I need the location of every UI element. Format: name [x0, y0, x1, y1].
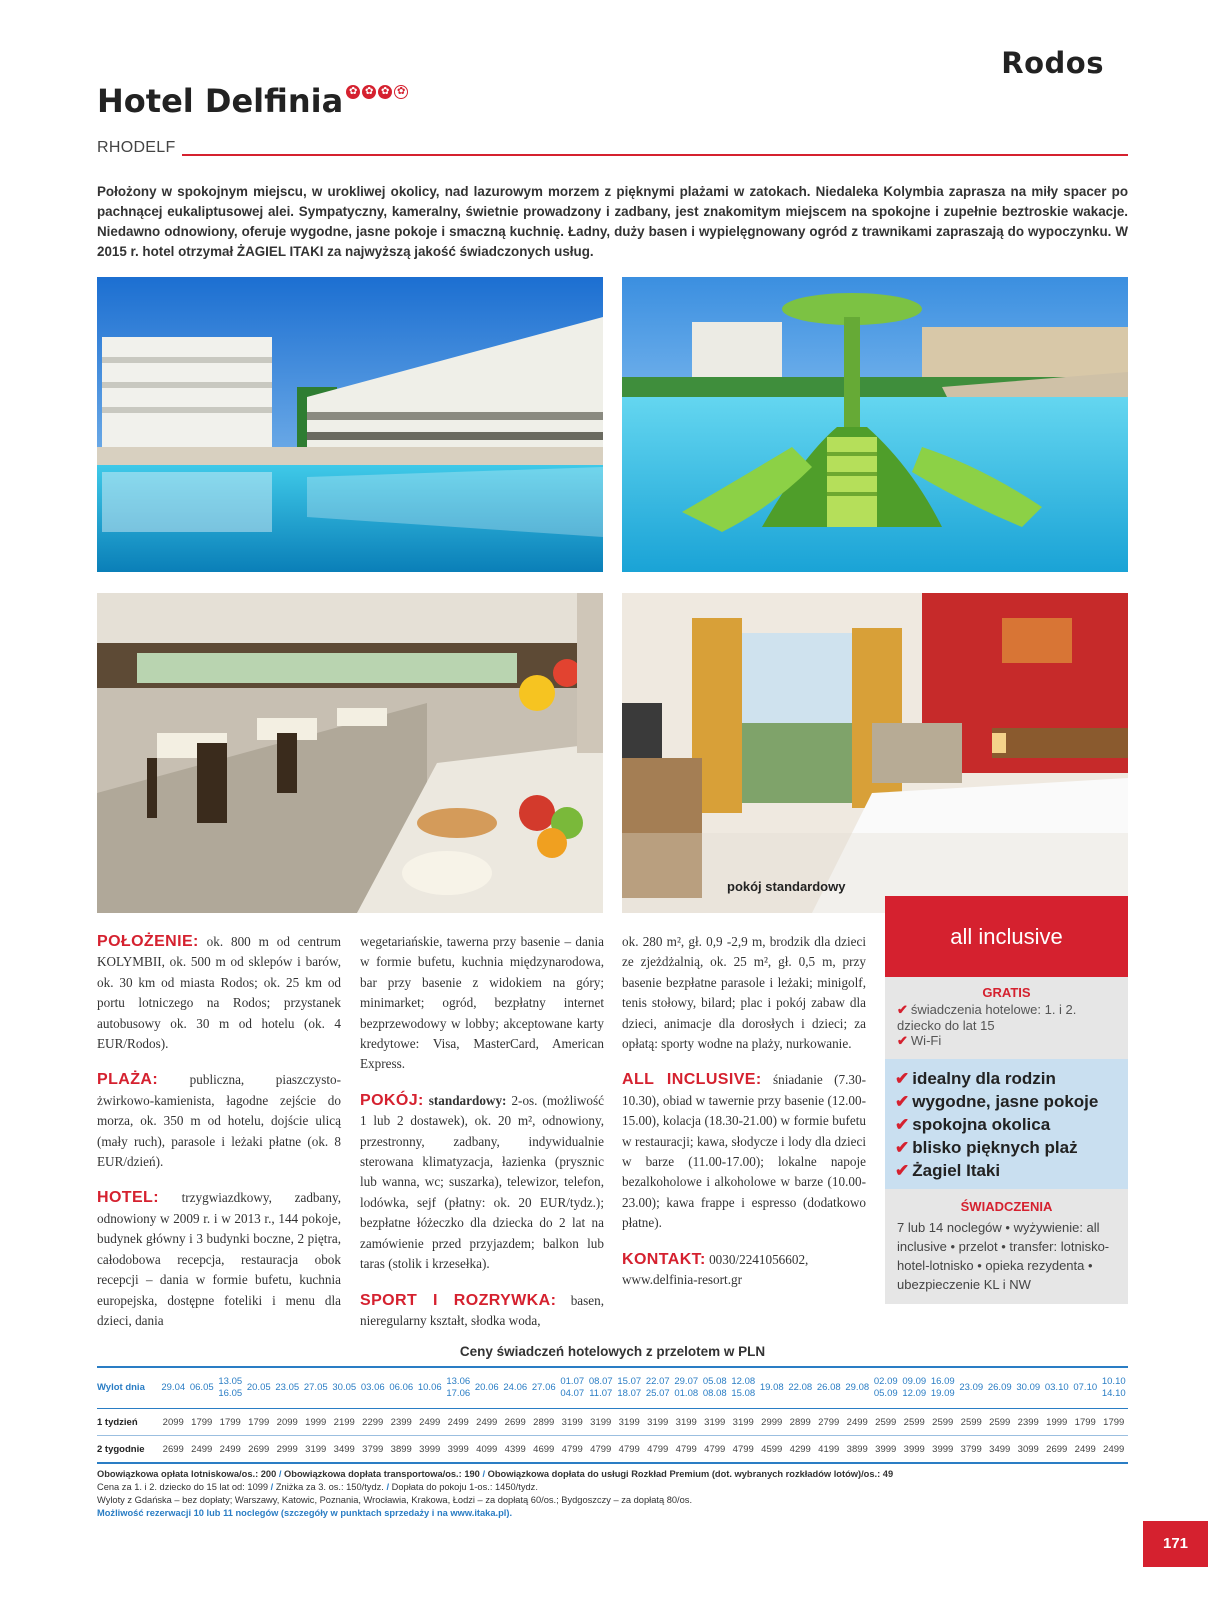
text-hotel-cont: wegetariańskie, tawerna przy basenie – dania w formie bufetu, kuchnia międzynarodowa, bar przy basenie z widokiem na góry; minimarket; ogród, bezpłatny internet bezprzewodowy w lobby; akceptowane karty kredytowe: Visa, MasterCard, American Express.: [360, 934, 604, 1072]
heading-polozenie: POŁOŻENIE:: [97, 933, 199, 950]
photo-caption: pokój standardowy: [727, 879, 846, 894]
star-outline-icon: ✿: [394, 85, 408, 99]
date-cell: 10.10 14.10: [1100, 1367, 1129, 1409]
date-cell: 27.05: [302, 1367, 331, 1409]
price-cell: 2399: [1014, 1409, 1043, 1436]
price-cell: 2599: [929, 1409, 958, 1436]
week1-label: 1 tydzień: [97, 1409, 159, 1436]
photo-restaurant: [97, 593, 603, 913]
heading-hotel: HOTEL:: [97, 1189, 159, 1207]
hotel-name: Hotel Delfinia: [97, 82, 344, 120]
date-cell: 01.07 04.07: [558, 1367, 587, 1409]
star-rating: [346, 85, 410, 99]
text-kontakt: 0030/2241056602, www.delfinia-resort.gr: [622, 1251, 809, 1288]
price-cell: 4099: [476, 1443, 498, 1455]
price-cell: 3999: [447, 1443, 469, 1455]
note-single-room: Dopłata do pokoju 1-os.: 1450/tydz.: [391, 1482, 538, 1492]
date-cell: 07.10: [1071, 1367, 1100, 1409]
star-icon: ✿: [378, 85, 392, 99]
price-cell: 4799: [675, 1443, 697, 1455]
photo-standard-room: [622, 593, 1128, 913]
price-cell: 1799: [1100, 1409, 1129, 1436]
date-cell: 13.05 16.05: [216, 1367, 245, 1409]
region-title: Rodos: [1001, 46, 1104, 80]
text-pokoj-type: standardowy:: [428, 1092, 507, 1108]
note-transport-fee: Obowiązkowa dopłata transportowa/os.: 190: [284, 1469, 480, 1479]
heading-pokoj: POKÓJ:: [360, 1091, 424, 1109]
feature-item: ✔ Żagiel Itaki: [895, 1161, 1001, 1180]
price-cell: 4799: [590, 1443, 612, 1455]
price-cell: 3499: [989, 1443, 1011, 1455]
page-number: 171: [1143, 1521, 1208, 1567]
price-cell: 2499: [1103, 1443, 1125, 1455]
price-table-title: Ceny świadczeń hotelowych z przelotem w PLN: [459, 1344, 766, 1359]
price-cell: 3199: [672, 1409, 701, 1436]
price-cell: 4199: [818, 1443, 840, 1455]
price-cell: 2399: [387, 1409, 416, 1436]
price-cell: 2499: [191, 1443, 213, 1455]
feature-item: ✔ blisko pięknych plaż: [895, 1138, 1078, 1157]
note-child-price: Cena za 1. i 2. dziecko do 15 lat od: 1099: [97, 1482, 269, 1492]
swiadczenia-text: 7 lub 14 noclegów • wyżywienie: all inclusive • przelot • transfer: lotnisko-hotel-lotnisko • opieka rezydenta • ubezpieczenie KL i NW: [897, 1220, 1110, 1292]
price-cell: 2599: [986, 1409, 1015, 1436]
price-cell: 4699: [533, 1443, 555, 1455]
price-cell: 4799: [732, 1443, 754, 1455]
checkmark-icon: ✔: [897, 1002, 908, 1017]
date-cell: 24.06: [501, 1367, 530, 1409]
price-cell: 1999: [1043, 1409, 1072, 1436]
date-cell: 06.05: [188, 1367, 217, 1409]
note-premium-fee: Obowiązkowa dopłata do usługi Rozkład Premium (dot. wybranych rozkładów lotów)/os.: 49: [487, 1469, 894, 1479]
price-cell: 3199: [701, 1409, 730, 1436]
text-plaza: publiczna, piaszczysto-żwirkowo-kamienista, łagodne zejście do morza, ok. 350 m od hotelu, dojście ulicą (mały ruch), parasole i leżaki płatne (ok. 8 EUR/dzień).: [97, 1072, 341, 1170]
price-cell: 2499: [473, 1409, 502, 1436]
price-cell: 1999: [302, 1409, 331, 1436]
box-title: all inclusive: [885, 896, 1128, 977]
hotel-title: [97, 82, 410, 120]
price-cell: 2899: [530, 1409, 559, 1436]
heading-plaza: PLAŻA:: [97, 1071, 159, 1089]
photo-pool-hotel: [97, 277, 603, 572]
date-cell: 22.07 25.07: [644, 1367, 673, 1409]
price-cell: 2599: [957, 1409, 986, 1436]
gratis-item: ✔ Wi-Fi: [897, 1033, 942, 1048]
date-cell: 08.07 11.07: [587, 1367, 616, 1409]
price-cell: 2699: [501, 1409, 530, 1436]
date-cell: 13.06 17.06: [444, 1367, 473, 1409]
text-all-inclusive: śniadanie (7.30-10.30), obiad w tawernie przy basenie (12.00-15.00), kolacja (18.30-21.00) w formie bufetu w restauracji; kawa, słodycze i lody dla dzieci w barze (11.00-17.00); lokalne napoje bezalkoholowe i alkoholowe w barze (10.00-23.00); kawa frappe i espresso (dodatkowo płatne).: [622, 1072, 867, 1231]
gratis-heading: GRATIS: [982, 985, 1031, 1000]
gratis-section: [885, 977, 1128, 1059]
price-cell: 3199: [587, 1409, 616, 1436]
price-cell: 3199: [615, 1409, 644, 1436]
checkmark-icon: ✔: [895, 1069, 910, 1088]
feature-item: ✔ spokojna okolica: [895, 1115, 1051, 1134]
price-cell: 2099: [159, 1409, 188, 1436]
price-cell: 3999: [903, 1443, 925, 1455]
date-cell: 30.09: [1014, 1367, 1043, 1409]
price-cell: 2099: [273, 1409, 302, 1436]
date-cell: 02.09 05.09: [872, 1367, 901, 1409]
price-cell: 2799: [815, 1409, 844, 1436]
table-row-2-weeks: [97, 1436, 1128, 1464]
price-cell: 2499: [219, 1443, 241, 1455]
price-table: [97, 1366, 1128, 1464]
heading-kontakt: KONTAKT:: [622, 1250, 706, 1268]
price-cell: 2499: [444, 1409, 473, 1436]
table-row-1-week: [97, 1409, 1128, 1436]
price-cell: 4399: [504, 1443, 526, 1455]
price-cell: 1799: [245, 1409, 274, 1436]
date-cell: 05.08 08.08: [701, 1367, 730, 1409]
price-cell: 4299: [789, 1443, 811, 1455]
price-cell: 3999: [419, 1443, 441, 1455]
gratis-item: ✔ świadczenia hotelowe: 1. i 2. dziecko do lat 15: [897, 1002, 1077, 1033]
date-cell: 27.06: [530, 1367, 559, 1409]
week2-label: 2 tygodnie: [97, 1443, 145, 1455]
price-cell: 4799: [561, 1443, 583, 1455]
date-cell: 30.05: [330, 1367, 359, 1409]
features-section: [885, 1059, 1128, 1189]
price-cell: 3899: [846, 1443, 868, 1455]
date-cell: 20.05: [245, 1367, 274, 1409]
price-cell: 3799: [362, 1443, 384, 1455]
offer-box: [885, 896, 1128, 1304]
title-divider: [182, 154, 1128, 156]
price-cell: 3099: [1017, 1443, 1039, 1455]
price-cell: 2599: [900, 1409, 929, 1436]
price-cell: 3999: [875, 1443, 897, 1455]
text-column-2: [360, 932, 604, 1347]
price-cell: 3199: [558, 1409, 587, 1436]
price-cell: 4599: [761, 1443, 783, 1455]
price-cell: 2599: [872, 1409, 901, 1436]
photo-water-slide: [622, 277, 1128, 572]
date-cell: 23.05: [273, 1367, 302, 1409]
price-cell: 2499: [416, 1409, 445, 1436]
date-cell: 10.06: [416, 1367, 445, 1409]
date-cell: 19.08: [758, 1367, 787, 1409]
price-cell: 2999: [758, 1409, 787, 1436]
star-icon: ✿: [346, 85, 360, 99]
hotel-code: RHODELF: [97, 139, 176, 156]
date-cell: 06.06: [387, 1367, 416, 1409]
dates-label: Wylot dnia: [97, 1367, 159, 1409]
price-cell: 3899: [390, 1443, 412, 1455]
text-sport-cont: ok. 280 m², gł. 0,9 -2,9 m, brodzik dla dzieci ze zjeżdżalnią, ok. 25 m², gł. 0,5 m, przy basenie bezpłatne parasole i leżaki; minigolf, tenis stołowy, bilard; plac i pokój zabaw dla dzieci, animacje dla dorosłych i dzieci; za opłatą: sporty wodne na plaży, nurkowanie.: [622, 934, 866, 1052]
feature-item: ✔ wygodne, jasne pokoje: [895, 1092, 1099, 1111]
table-row-dates: [97, 1367, 1128, 1409]
date-cell: 20.06: [473, 1367, 502, 1409]
price-cell: 4799: [647, 1443, 669, 1455]
text-column-3: [622, 932, 866, 1307]
price-cell: 2699: [1046, 1443, 1068, 1455]
swiadczenia-section: [885, 1189, 1128, 1304]
date-cell: 29.07 01.08: [672, 1367, 701, 1409]
price-cell: 4799: [618, 1443, 640, 1455]
price-cell: 2999: [276, 1443, 298, 1455]
text-pokoj: 2-os. (możliwość 1 lub 2 dostawek), ok. 20 m², odnowiony, przestronny, zadbany, indywidualnie sterowana klimatyzacja, łazienka (prysznic lub wanna, wc; suszarka), telewizor, telefon, lodówka, sejf (płatny: ok. 20 EUR/tydz.); bezpłatne łóżeczko dla dziecka do 2 lat na zamówienie przed przyjazdem; balkon lub taras (stolik i krzesełka).: [360, 1092, 604, 1272]
date-cell: 23.09: [957, 1367, 986, 1409]
checkmark-icon: ✔: [895, 1115, 910, 1134]
text-hotel: trzygwiazdkowy, zadbany, odnowiony w 2009 r. i w 2013 r., 144 pokoje, budynek główny i 3 budynki boczne, 2 piętra, całodobowa recepcja, restauracja obok recepcji – dania w formie bufetu, kuchnia europejska, dostępne foteliki i menu dla dzieci, dania: [97, 1190, 341, 1328]
price-cell: 2899: [786, 1409, 815, 1436]
note-reservation: Możliwość rezerwacji 10 lub 11 noclegów (szczegóły w punktach sprzedaży i na www.itaka.pl).: [97, 1508, 513, 1518]
date-cell: 22.08: [786, 1367, 815, 1409]
price-notes: Obowiązkowa opłata lotniskowa/os.: 200 / Obowiązkowa dopłata transportowa/os.: 190 / Obowiązkowa dopłata do usługi Rozkład Premium (dot. wybranych rozkładów lotów)/os.: 49 Cena za 1. i 2. dziecko do 15 lat od: 1099 / Zniżka za 3. os.: 150/tydz. / Dopłata do pokoju 1-os.: 1450/tydz. Wyloty z Gdańska – bez dopłaty; Warszawy, Katowic, Poznania, Wrocławia, Krakowa, Łodzi – za dopłatą 60/os.; Bydgoszczy – za dopłatą 80/os. Możliwość rezerwacji 10 lub 11 noclegów (szczegóły w punktach sprzedaży i na www.itaka.pl).: [97, 1468, 1128, 1520]
note-airport-fee: Obowiązkowa opłata lotniskowa/os.: 200: [97, 1469, 277, 1479]
heading-all-inclusive: ALL INCLUSIVE:: [622, 1071, 762, 1089]
price-cell: 3199: [305, 1443, 327, 1455]
price-cell: 3499: [333, 1443, 355, 1455]
text-sport: basen, nieregularny kształt, słodka woda,: [360, 1292, 605, 1328]
text-column-1: [97, 932, 341, 1347]
price-cell: 2699: [162, 1443, 184, 1455]
price-cell: 2499: [1074, 1443, 1096, 1455]
price-cell: 1799: [188, 1409, 217, 1436]
date-cell: 26.08: [815, 1367, 844, 1409]
swiadczenia-heading: ŚWIADCZENIA: [960, 1199, 1053, 1214]
date-cell: 03.10: [1043, 1367, 1072, 1409]
intro-text: Położony w spokojnym miejscu, w urokliwej okolicy, nad lazurowym morzem z pięknymi plażami w zatokach. Niedaleka Kolymbia zaprasza na miły spacer po pachnącej eukaliptusowej alei. Sympatyczny, kameralny, świetnie prowadzony i zadbany, jest znakomitym miejscem na spokojne i zupełnie beztroskie wakacje. Niedawno odnowiony, oferuje wygodne, jasne pokoje i smaczną kuchnię. Ładny, duży basen i wypielęgnowany ogród z trawnikami zapraszają do wypoczynku. W 2015 r. hotel otrzymał ŻAGIEL ITAKI za najwyższą jakość świadczonych usług.: [97, 184, 1128, 259]
date-cell: 29.08: [843, 1367, 872, 1409]
checkmark-icon: ✔: [895, 1161, 910, 1180]
note-departures: Wyloty z Gdańska – bez dopłaty; Warszawy, Katowic, Poznania, Wrocławia, Krakowa, Łodzi – za dopłatą 60/os.; Bydgoszczy – za dopłatą 80/os.: [97, 1495, 693, 1505]
note-third-person: Zniżka za 3. os.: 150/tydz.: [275, 1482, 384, 1492]
date-cell: 29.04: [159, 1367, 188, 1409]
price-cell: 2199: [330, 1409, 359, 1436]
price-cell: 3199: [729, 1409, 758, 1436]
date-cell: 15.07 18.07: [615, 1367, 644, 1409]
feature-item: ✔ idealny dla rodzin: [895, 1069, 1056, 1088]
heading-sport: SPORT I ROZRYWKA:: [360, 1291, 557, 1309]
date-cell: 12.08 15.08: [729, 1367, 758, 1409]
checkmark-icon: ✔: [897, 1033, 908, 1048]
price-cell: 3999: [932, 1443, 954, 1455]
price-cell: 3199: [644, 1409, 673, 1436]
price-cell: 1799: [1071, 1409, 1100, 1436]
price-cell: 4799: [704, 1443, 726, 1455]
price-cell: 2499: [843, 1409, 872, 1436]
text-polozenie: ok. 800 m od centrum KOLYMBII, ok. 500 m od sklepów i barów, ok. 30 km od miasta Rodos; ok. 25 km od portu lotniczego na Rodos; przystanek autobusowy ok. 30 m od hotelu (ok. 4 EUR/Rodos).: [97, 934, 341, 1052]
price-cell: 2699: [248, 1443, 270, 1455]
date-cell: 09.09 12.09: [900, 1367, 929, 1409]
price-cell: 3799: [960, 1443, 982, 1455]
price-cell: 2299: [359, 1409, 388, 1436]
star-icon: ✿: [362, 85, 376, 99]
date-cell: 03.06: [359, 1367, 388, 1409]
checkmark-icon: ✔: [895, 1092, 910, 1111]
date-cell: 16.09 19.09: [929, 1367, 958, 1409]
date-cell: 26.09: [986, 1367, 1015, 1409]
checkmark-icon: ✔: [895, 1138, 910, 1157]
price-cell: 1799: [216, 1409, 245, 1436]
